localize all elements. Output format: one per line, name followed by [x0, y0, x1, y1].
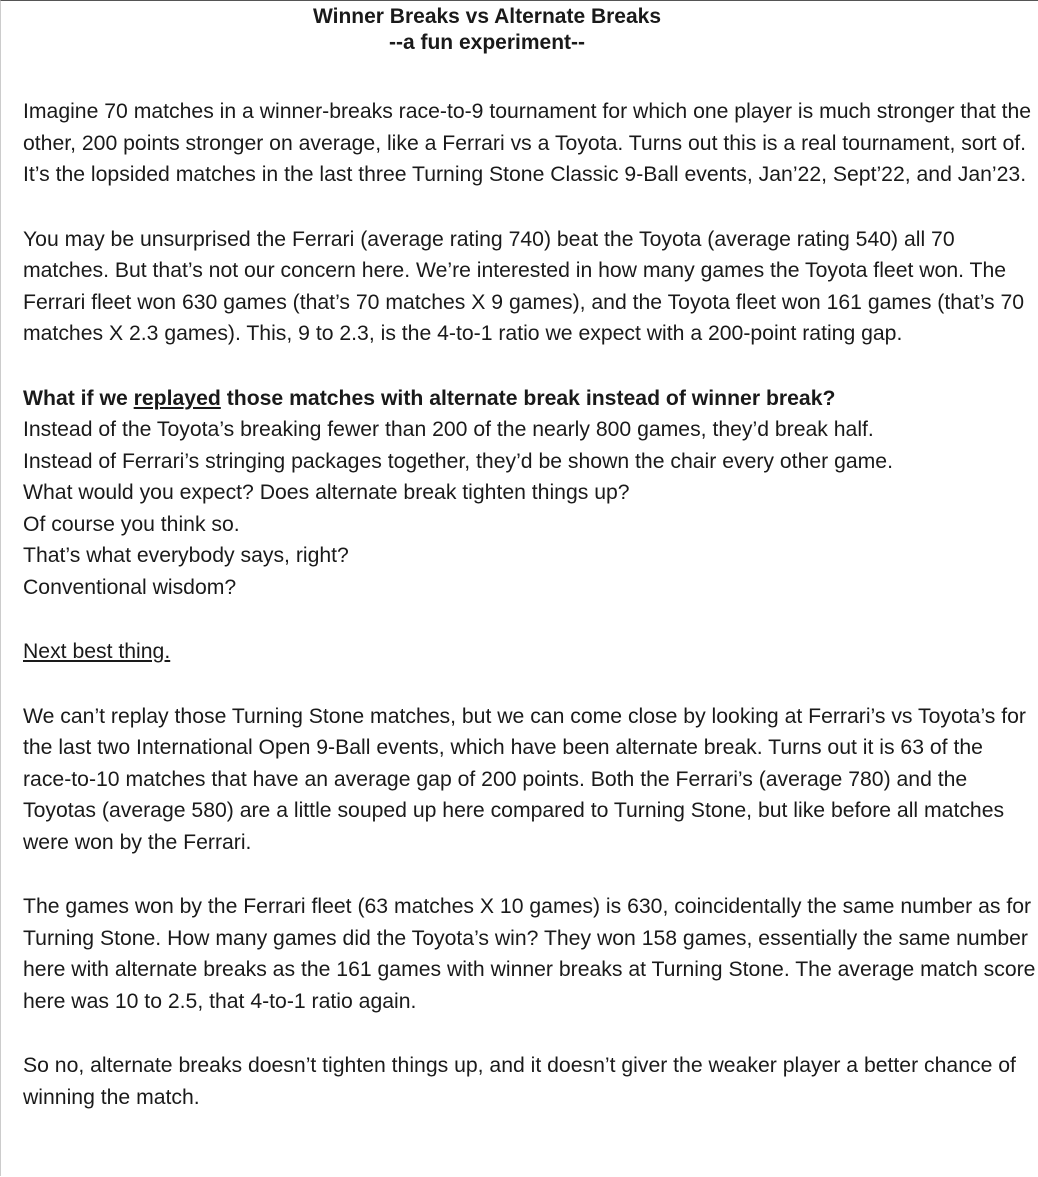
- document-page: [1, 1, 1038, 1177]
- paragraph-turning-stone-results: You may be unsurprised the Ferrari (average rating 740) beat the Toyota (average rating 540) all 70 matches. But that’s not our concern here. We’re interested in how many games the Toyota fleet won. The Ferrari fleet won 630 games (that’s 70 matches X 9 games), and the Toyota fleet won 161 games (that’s 70 matches X 2.3 games). This, 9 to 2.3, is the 4-to-1 ratio we expect with a 200-point rating gap.: [23, 227, 1025, 345]
- question-line-3: Instead of Ferrari’s stringing packages together, they’d be shown the chair every other game.: [23, 449, 893, 473]
- question-heading-part-1: What if we: [23, 386, 134, 410]
- paragraph-games-won: The games won by the Ferrari fleet (63 matches X 10 games) is 630, coincidentally the same number as for Turning Stone. How many games did the Toyota’s win? They won 158 games, essentially the same number here with alternate breaks as the 161 games with winner breaks at Turning Stone. The average match score here was 10 to 2.5, that 4-to-1 ratio again.: [23, 895, 1036, 1013]
- question-line-5: Of course you think so.: [23, 512, 240, 536]
- subheading-next-best-thing: Next best thing.: [23, 640, 171, 663]
- question-heading-underlined: replayed: [133, 386, 221, 410]
- question-heading: [23, 383, 1037, 415]
- question-heading-part-2: those matches with alternate break instead of winner break?: [220, 386, 836, 410]
- question-line-4: What would you expect? Does alternate break tighten things up?: [23, 481, 630, 504]
- paragraph-intro: Imagine 70 matches in a winner-breaks race-to-9 tournament for which one player is much stronger that the other, 200 points stronger on average, like a Ferrari vs a Toyota. Turns out this is a real tournament, sort of. It’s the lopsided matches in the last three Turning Stone Classic 9-Ball events, Jan’22, Sept’22, and Jan’23.: [23, 100, 1032, 186]
- paragraph-question: [23, 383, 1037, 604]
- title-line-1: Winner Breaks vs Alternate Breaks: [312, 5, 662, 28]
- question-line-6: That’s what everybody says, right?: [23, 544, 349, 567]
- paragraph-international-open: We can’t replay those Turning Stone matches, but we can come close by looking at Ferrari’s vs Toyota’s for the last two International Open 9-Ball events, which have been alternate break. Turns out it is 63 of the race-to-10 matches that have an average gap of 200 points. Both the Ferrari’s (average 780) and the Toyotas (average 580) are a little souped up here compared to Turning Stone, but like before all matches were won by the Ferrari.: [23, 704, 1026, 854]
- document-body: [23, 96, 1037, 1113]
- paragraph-conclusion: So no, alternate breaks doesn’t tighten things up, and it doesn’t giver the weaker player a better chance of winning the match.: [23, 1054, 1016, 1109]
- document-title: [1, 4, 1038, 56]
- question-line-7: Conventional wisdom?: [23, 575, 237, 599]
- question-line-2: Instead of the Toyota’s breaking fewer than 200 of the nearly 800 games, they’d break half.: [23, 418, 874, 441]
- title-line-2: --a fun experiment--: [388, 31, 585, 54]
